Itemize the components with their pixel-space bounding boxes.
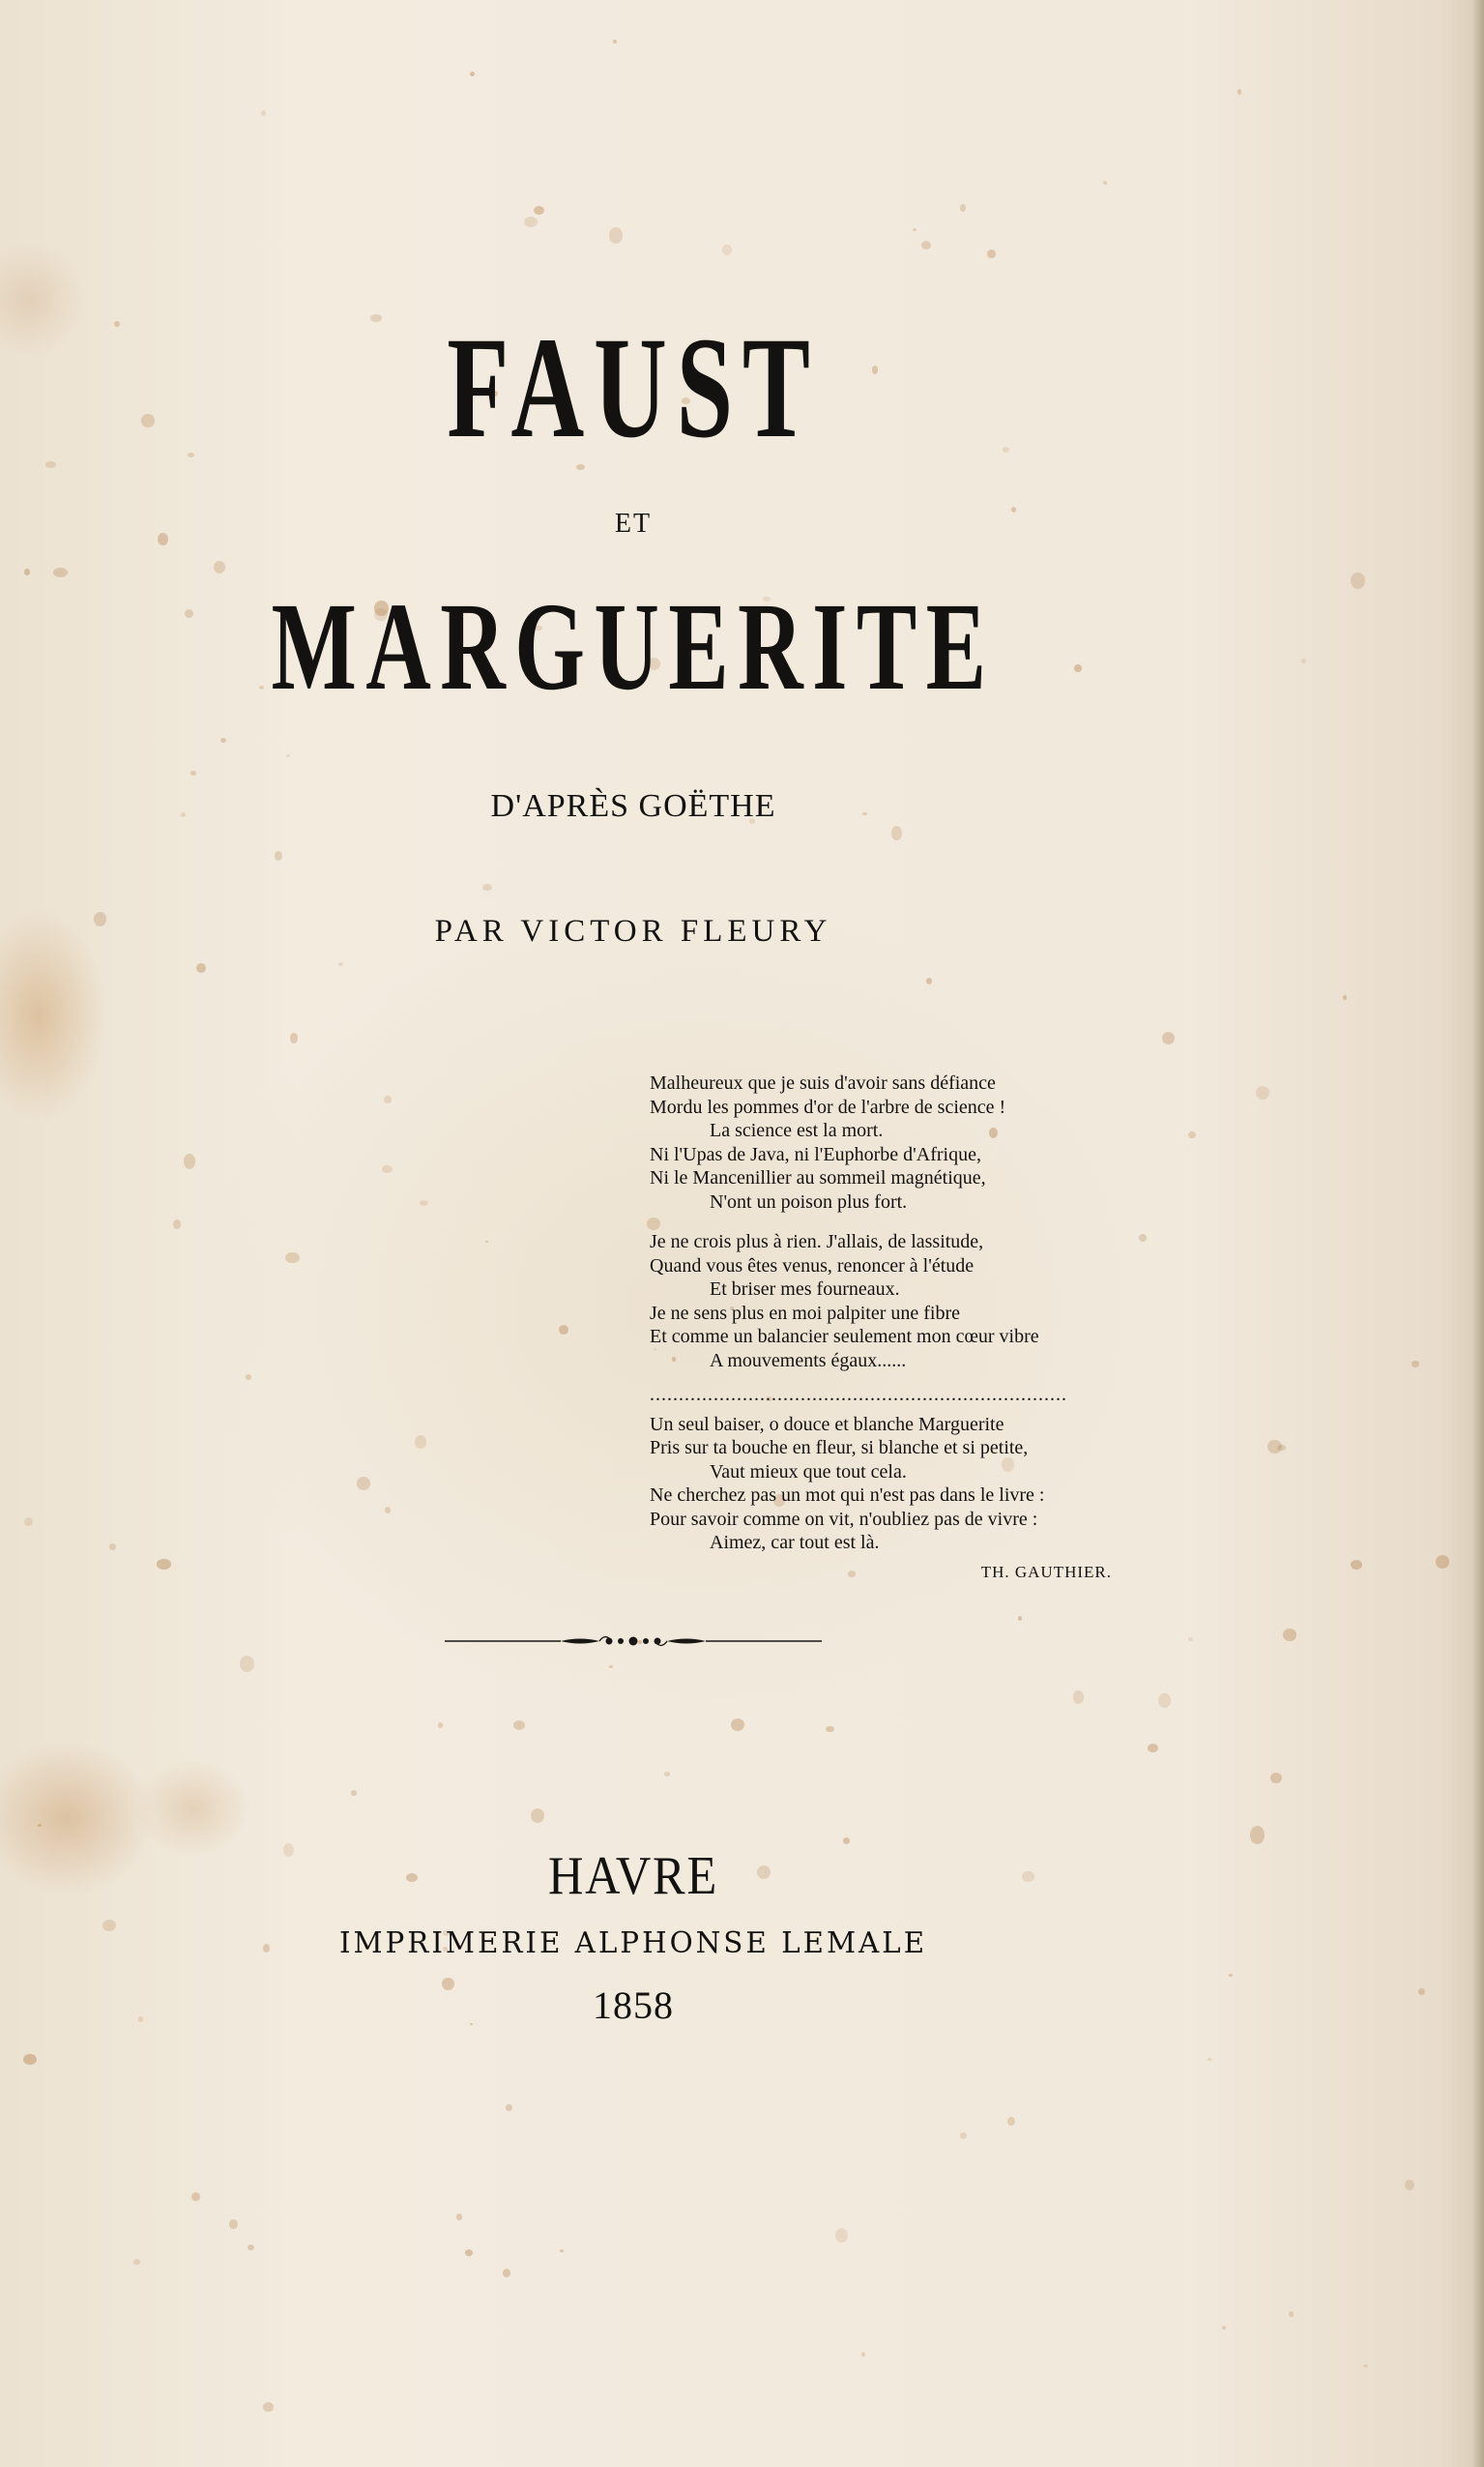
foxing-spot [1436,1555,1449,1569]
foxing-spot [1188,1637,1193,1641]
foxing-spot [1351,573,1365,589]
foxing-spot [1270,1773,1282,1783]
foxing-spot [290,1033,298,1043]
foxing-spot [384,1096,392,1104]
foxing-spot [1007,2117,1015,2126]
foxing-spot [1256,1086,1269,1100]
poem-line: Vaut mieux que tout cela. [710,1460,907,1483]
foxing-spot [247,2245,254,2250]
foxing-spot [229,2219,238,2229]
foxing-spot [184,1154,195,1169]
foxing-spot [1237,89,1242,94]
poem-line: Pour savoir comme on vit, n'oubliez pas de vivre : [650,1508,1038,1530]
foxing-spot [1139,1234,1147,1243]
foxing-spot [415,1435,426,1449]
foxing-spot [357,1477,370,1489]
title-faust: FAUST [447,308,820,468]
poem-line: Un seul baiser, o douce et blanche Marguerite [650,1413,1004,1435]
poem-line: Ni le Mancenillier au sommeil magnétique, [650,1167,986,1189]
poem-line: N'ont un poison plus fort. [710,1190,908,1213]
foxing-spot [1411,1361,1419,1366]
epigraph-stanza-1 [650,1072,1114,1214]
foxing-spot [524,217,538,227]
title-marguerite: MARGUERITE [271,577,996,717]
poem-line: Ni l'Upas de Java, ni l'Euphorbe d'Afrique, [650,1143,981,1165]
foxing-spot [240,1656,254,1671]
epigraph-attribution: TH. GAUTHIER. [980,1562,1112,1581]
foxing-spot [482,884,492,891]
foxing-spot [285,1252,299,1263]
page-edge-shadow [1472,0,1484,2467]
foxing-spot [173,1219,182,1229]
foxing-spot [503,2269,510,2278]
poem-line: Aimez, car tout est là. [710,1532,880,1553]
foxing-spot [114,321,120,327]
foxing-spot [263,2402,274,2412]
foxing-spot [722,245,732,255]
foxing-spot [1301,659,1306,663]
foxing-spot [1351,1560,1362,1570]
foxing-spot [1250,1826,1265,1843]
foxing-spot [53,568,68,578]
foxing-spot [196,963,206,973]
foxing-spot [559,1325,568,1335]
foxing-spot [456,2214,462,2220]
foxing-spot [24,569,30,575]
foxing-spot [133,2259,140,2266]
foxing-spot [960,204,966,211]
foxing-spot [1267,1440,1282,1454]
foxing-spot [141,414,155,427]
foxing-spot [338,962,342,966]
foxing-spot [960,2132,967,2139]
poem-line: A mouvements égaux...... [710,1349,907,1371]
foxing-spot [1148,1744,1158,1752]
foxing-spot [1018,1616,1023,1621]
foxing-spot [560,2249,564,2252]
foxing-spot [470,72,475,76]
poem-line: Quand vous êtes venus, renoncer à l'étude [650,1254,975,1277]
foxing-spot [385,1507,391,1513]
foxing-spot [926,978,932,984]
poem-line: Et briser mes fourneaux. [710,1278,900,1300]
foxing-spot [1289,2311,1295,2317]
foxing-spot [913,228,917,231]
foxing-spot [1222,2326,1226,2330]
title-conjunction: ET [614,509,653,539]
foxing-spot [23,2054,36,2065]
foxing-spot [921,241,931,250]
foxing-spot [382,1165,392,1173]
foxing-spot [286,754,290,757]
foxing-spot [438,1722,443,1728]
poem-line: Mordu les pommes d'or de l'arbre de science ! [650,1096,1006,1118]
poem-line: Pris sur ta bouche en fleur, si blanche et si petite, [650,1437,1029,1458]
foxing-spot [191,2192,200,2201]
foxing-spot [506,2104,512,2111]
epigraph-stanza-3 [650,1413,1114,1585]
foxing-spot [351,1790,357,1796]
poem-line: Ne cherchez pas un mot qui n'est pas dans le livre : [650,1484,1045,1506]
foxing-spot [24,1517,33,1526]
foxing-spot [826,1726,834,1732]
foxing-spot [190,771,195,777]
foxing-spot [1073,1690,1085,1703]
foxing-spot [220,738,227,743]
foxing-spot [731,1718,744,1731]
foxing-spot [891,826,903,840]
imprint-year: 1858 [593,1983,674,2027]
foxing-spot [613,40,617,44]
foxing-spot [843,1837,850,1845]
poem-line: Je ne sens plus en moi palpiter une fibre [650,1302,961,1324]
subtitle-after-goethe: D'APRÈS GOËTHE [490,788,776,824]
poem-line: Malheureux que je suis d'avoir sans défiance [650,1072,996,1094]
foxing-spot [1283,1629,1296,1641]
poem-line: La science est la mort. [710,1120,884,1141]
epigraph-stanza-2 [650,1230,1114,1372]
foxing-spot [420,1200,428,1207]
foxing-spot [214,561,225,573]
poem-line: Et comme un balancier seulement mon cœur vibre [650,1326,1039,1347]
foxing-spot [513,1720,525,1730]
foxing-spot [485,1241,488,1243]
foxing-spot [609,1665,613,1668]
ornamental-divider-icon [445,1627,822,1656]
foxing-spot [1229,1974,1234,1978]
foxing-spot [835,2228,848,2243]
foxing-spot [1103,181,1107,185]
foxing-spot [534,206,544,215]
foxing-spot [246,1374,251,1380]
foxing-spot [1405,2180,1414,2191]
imprint-city: HAVRE [547,1846,719,1906]
foxing-spot [109,1543,116,1550]
foxing-spot [275,851,282,860]
foxing-spot [1162,1032,1175,1044]
foxing-spot [609,227,623,244]
foxing-spot [45,461,56,469]
foxing-spot [861,2352,866,2357]
epigraph-poem [650,1072,1114,1601]
ellipsis-rule: ........................................................................ [650,1384,1067,1405]
poem-line: Je ne crois plus à rien. J'allais, de lassitude, [650,1231,984,1252]
foxing-spot [1158,1693,1171,1708]
author-line: PAR VICTOR FLEURY [434,914,832,949]
foxing-spot [1343,995,1347,1000]
foxing-spot [261,110,267,117]
imprint-printer: IMPRIMERIE ALPHONSE LEMALE [338,1926,928,1960]
foxing-spot [987,250,996,258]
foxing-spot [1418,1988,1425,1995]
foxing-spot [664,1772,670,1776]
foxing-spot [1188,1131,1196,1138]
foxing-spot [1363,2364,1368,2368]
foxing-spot [1208,2058,1210,2061]
foxing-spot [531,1808,544,1823]
foxing-spot [38,1824,42,1827]
foxing-spot [157,1559,171,1569]
foxing-spot [465,2249,473,2256]
